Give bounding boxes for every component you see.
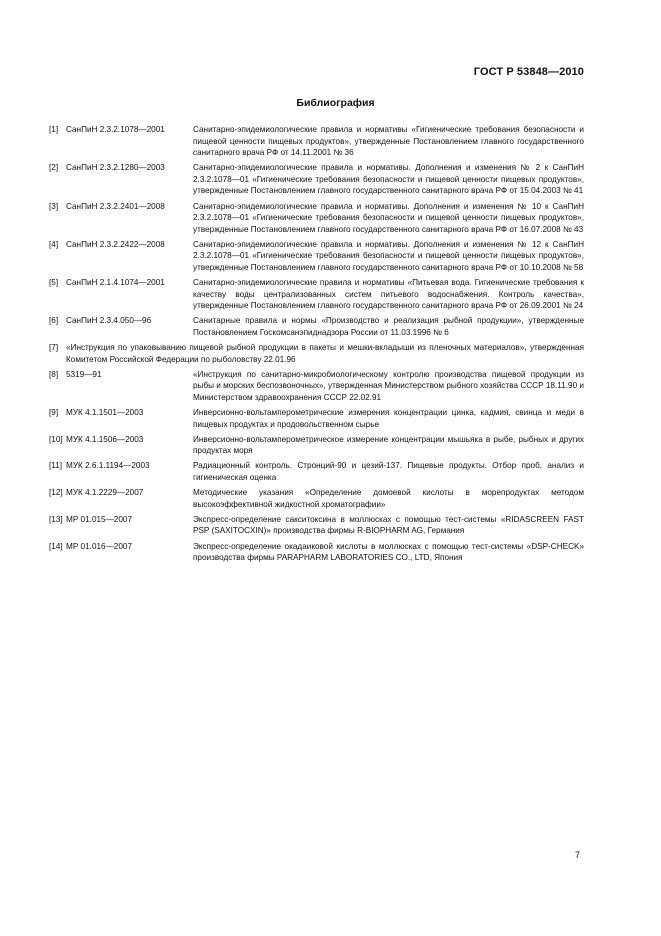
entry-code: СанПиН 2.3.2.2401—2008	[66, 201, 165, 211]
page-number: 7	[575, 850, 581, 860]
entry-text: Инверсионно-вольтамперометрическое измерение концентрации мышьяка в рыбе, рыбных и других продуктах моря	[193, 434, 584, 456]
entry-text: Методические указания «Определение домоевой кислоты в морепродуктах методом высокоэффективной жидкостной хроматографии»	[193, 488, 584, 509]
entry-number: [5]	[49, 278, 59, 288]
entry-number: [8]	[49, 369, 59, 379]
entry-text: Санитарно-эпидемиологические правила и нормативы. Дополнения и изменения № 12 к СанПиН 2.3.2.1078—01 «Гигиенические требования безопасности и пищевой ценности пищевых продуктов», утвержденные Постановлением главного государственного санитарного врача РФ от 10.10.2008 № 58	[193, 239, 584, 273]
entry-number: [13]	[49, 514, 63, 524]
bibliography-entry	[49, 124, 584, 159]
bibliography-entry	[49, 342, 584, 365]
entry-number: [12]	[49, 488, 63, 498]
entry-number: [11]	[49, 461, 63, 471]
entry-number: [1]	[49, 125, 59, 134]
bibliography-entry	[49, 487, 584, 510]
bibliography-entry	[49, 369, 584, 404]
entry-text: Санитарно-эпидемиологические правила и нормативы «Питьевая вода. Гигиенические требования к качеству воды централизованных систем питьевого водоснабжения. Контроль качества», утвержденные Постановлением главного государственного санитарного врача РФ от 26.09.2001 № 24	[193, 278, 584, 311]
entry-text: «Инструкция по упаковыванию пищевой рыбной продукции в пакеты и мешки-вкладыши из пленочных материалов», утвержденная Комитетом Российской Федерации по рыболовству 22.01.96	[66, 343, 584, 364]
entry-text: Экспресс-определение окадаиковой кислоты в моллюсках с помощью тест-системы «DSP-CHECK» производства фирмы PARAPHARM LABORATORIES CO., LTD, Япония	[193, 541, 584, 563]
entry-code: СанПиН 2.3.2.2422—2008	[66, 239, 165, 249]
bibliography-entry	[49, 201, 584, 236]
entry-text: Инверсионно-вольтамперометрические измерения концентрации цинка, кадмия, свинца и меди в пищевых продуктах и продовольственном сырье	[193, 408, 584, 429]
entry-code: МР 01.016—2007	[66, 541, 132, 551]
entry-code: 5319—91	[66, 369, 102, 379]
page-title: Библиография	[296, 97, 375, 109]
entry-number: [10]	[49, 434, 63, 444]
entry-number: [3]	[49, 201, 59, 211]
entry-code: МУК 4.1.2229—2007	[66, 488, 144, 498]
entry-text: Радиационный контроль. Стронций-90 и цезий-137. Пищевые продукты. Отбор проб, анализ и гигиеническая оценка	[193, 461, 584, 483]
entry-code: СанПиН 2.3.2.1078—2001	[66, 125, 165, 134]
entry-code: СанПиН 2.3.2.1280—2003	[66, 163, 165, 173]
bibliography-entry	[49, 239, 584, 274]
bibliography-entry	[49, 162, 584, 197]
entry-code: МР 01.015—2007	[66, 514, 132, 524]
entry-text: Экспресс-определение сакситоксина в моллюсках с помощью тест-системы «RIDASCREEN FAST PSP (SAXITOCXIN)» производства фирмы R-BIOPHARM AG, Германия	[193, 514, 584, 536]
bibliography-entry	[49, 541, 584, 564]
bibliography-entry	[49, 514, 584, 537]
entry-number: [9]	[49, 408, 59, 418]
bibliography-entry	[49, 460, 584, 483]
entry-number: [6]	[49, 316, 59, 326]
entry-code: СанПиН 2.1.4.1074—2001	[66, 278, 165, 288]
entry-text: Санитарно-эпидемиологические правила и нормативы. Дополнения и изменения № 2 к СанПиН 2.3.2.1078—01 «Гигиенические требования безопасности и пищевой ценности пищевых продуктов», утвержденные Постановлением главного государственного санитарного врача РФ от 15.04.2003 № 41	[193, 163, 584, 196]
document-header: ГОСТ Р 53848—2010	[473, 66, 584, 78]
entry-code: МУК 4.1.1506—2003	[66, 434, 144, 444]
bibliography-list	[49, 124, 584, 567]
entry-code: СанПиН 2.3.4.050—96	[66, 316, 152, 326]
bibliography-entry	[49, 407, 584, 430]
entry-text: «Инструкция по санитарно-микробиологическому контролю производства пищевой продукции из рыбы и морских беспозвоночных», утвержденная Министерством рыбного хозяйства СССР 18.11.90 и Министерством здравоохранения СССР 22.02.91	[193, 369, 584, 402]
entry-number: [2]	[49, 163, 59, 173]
entry-number: [7]	[49, 343, 59, 353]
bibliography-entry	[49, 277, 584, 312]
entry-text: Санитарно-эпидемиологические правила и нормативы «Гигиенические требования безопасности и пищевой ценности пищевых продуктов», утвержденные Постановлением главного государственного санитарного врача РФ от 14.11.2001 № 36	[193, 125, 584, 158]
entry-code: МУК 4.1.1501—2003	[66, 408, 144, 418]
bibliography-entry	[49, 434, 584, 457]
entry-text: Санитарно-эпидемиологические правила и нормативы. Дополнения и изменения № 10 к СанПиН 2.3.2.1078—01 «Гигиенические требования безопасности и пищевой ценности пищевых продуктов», утвержденные Постановлением главного государственного санитарного врача РФ от 16.07.2008 № 43	[193, 201, 584, 234]
entry-number: [14]	[49, 541, 63, 551]
bibliography-entry	[49, 315, 584, 338]
entry-number: [4]	[49, 239, 59, 249]
entry-text: Санитарные правила и нормы «Производство и реализация рыбной продукции», утвержденные Постановлением Госкомсанэпиднадзора России от 11.03.1996 № 6	[193, 316, 584, 337]
entry-code: МУК 2.6.1.1194—2003	[66, 461, 150, 471]
